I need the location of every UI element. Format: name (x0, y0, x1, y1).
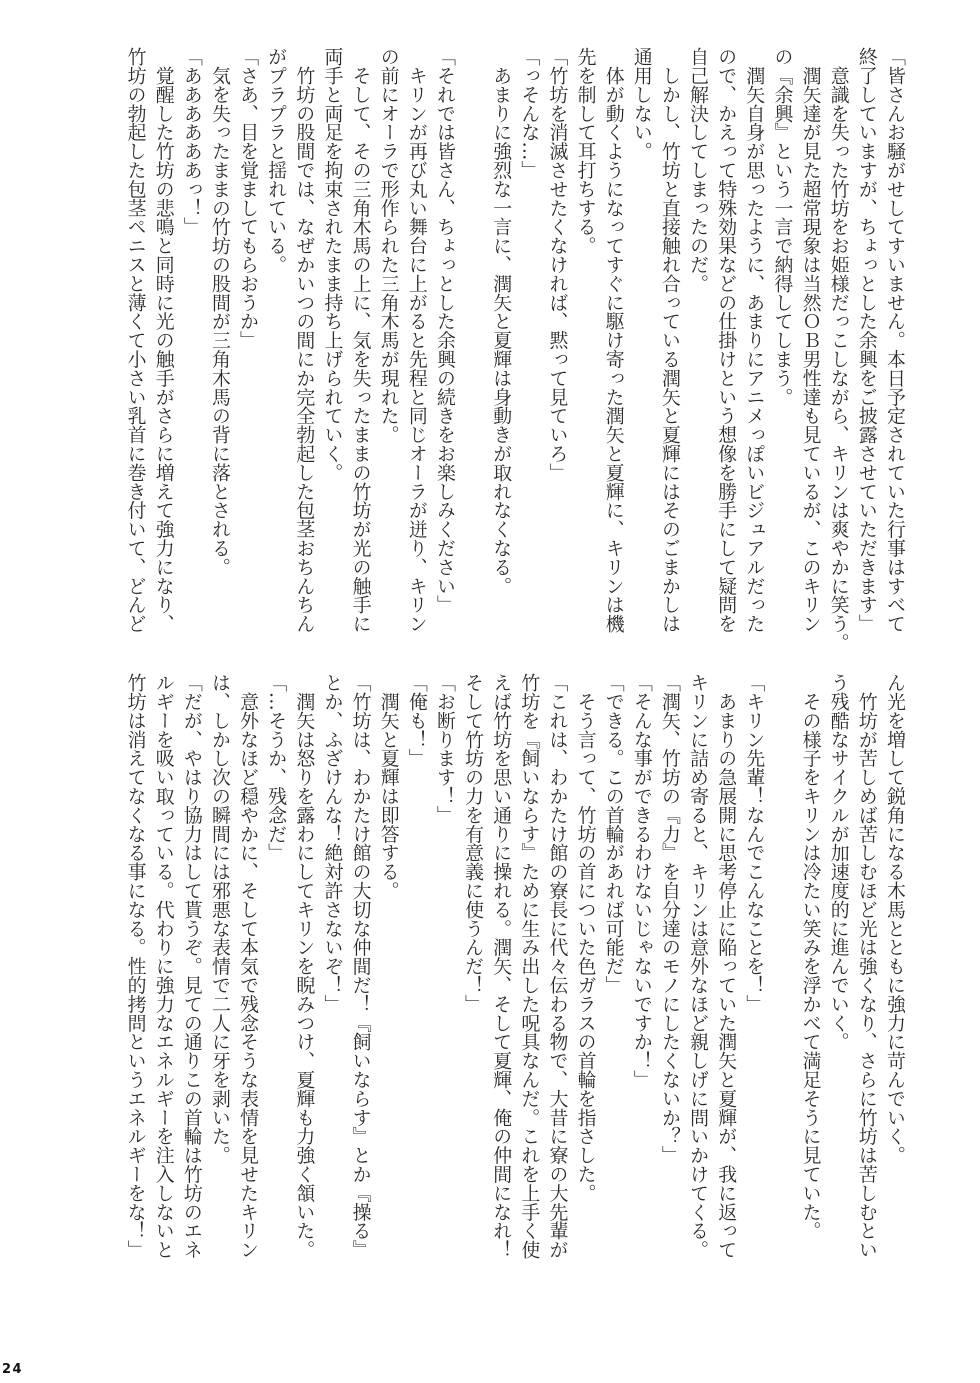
text-column: キリンが再び丸い舞台に上がると先程と同じオーラが迸り、キリン (405, 47, 428, 633)
text-block-top (121, 47, 909, 652)
text-column: ので、かえって特殊効果などの仕掛けという想像を勝手にして疑問を (715, 47, 738, 633)
text-column: あまりに強烈な一言に、潤矢と夏輝は身動きが取れなくなる。 (490, 47, 513, 596)
text-column: そして、その三角木馬の上に、気を失ったままの竹坊が光の触手に (349, 47, 372, 633)
text-column: 自己解決してしまったのだ。 (687, 47, 710, 293)
scene-break (768, 673, 796, 1259)
text-column: 覚醒した竹坊の悲鳴と同時に光の触手がさらに増えて強力になり、 (152, 47, 175, 633)
text-column: 先を制して耳打ちする。 (574, 47, 597, 255)
text-column: の前にオーラで形作られた三角木馬が現れた。 (377, 47, 400, 444)
text-column: 「だが、やはり協力はして貰うぞ。見ての通りこの首輪は竹坊のエネ (180, 673, 203, 1259)
text-column: 「これは、わかたけ館の寮長に代々伝わる物で、大昔に寮の大先輩が (546, 673, 569, 1259)
text-column: 気を失ったままの竹坊の股間が三角木馬の背に落とされる。 (209, 47, 231, 577)
text-column: 「お断ります！」 (434, 673, 456, 825)
scene-break (459, 47, 487, 633)
text-column: えば竹坊を思い通りに操れる。潤矢、そして夏輝、俺の仲間になれ！ (490, 673, 513, 1259)
text-column: 潤矢は怒りを露わにしてキリンを睨みつけ、夏輝も力強く頷いた。 (293, 673, 316, 1259)
text-column: は、しかし次の瞬間には邪悪な表情で二人に牙を剥いた。 (209, 673, 231, 1165)
text-column: 「竹坊は、わかたけ館の大切な仲間だ！『飼いならす』とか『操る』 (349, 673, 372, 1259)
text-column: 潤矢達が見た超常現象は当然ＯＢ男性達も見ているが、このキリン (799, 47, 822, 633)
text-column: 体が動くようになってすぐに駆け寄った潤矢と夏輝に、キリンは機 (602, 47, 625, 633)
text-column: しかし、竹坊と直接触れ合っている潤矢と夏輝にはそのごまかしは (659, 47, 681, 633)
text-column: 「俺も！」 (405, 673, 428, 768)
text-column: 「それでは皆さん、ちょっとした余興の続きをお楽しみください」 (434, 47, 456, 614)
text-column: 終了していますが、ちょっとした余興をご披露させていただきます」 (855, 47, 878, 633)
text-block-bottom (121, 673, 909, 1259)
text-column: ルギーを吸い取っている。代わりに強力なエネルギーを注入しないと (152, 673, 175, 1259)
text-column: 「できる。この首輪があれば可能だ」 (602, 673, 625, 995)
text-column: あまりの急展開に思考停止に陥っていた潤矢と夏輝が、我に返って (715, 673, 738, 1259)
text-column: 「さあ、目を覚ましてもらおうか」 (237, 47, 260, 350)
text-column: 意外なほど穏やかに、そして本気で残念そうな表情を見せたキリン (237, 673, 260, 1259)
text-column: がプラプラと揺れている。 (265, 47, 288, 274)
text-column: 通用しない。 (630, 47, 653, 161)
text-column: 「皆さんお騒がせしてすいません。本日予定されていた行事はすべて (884, 47, 906, 633)
text-column: う残酷なサイクルが加速度的に進んでいく。 (827, 673, 850, 1051)
text-column: 「…そうか、残念だ」 (265, 673, 288, 862)
text-column: その様子をキリンは冷たい笑みを浮かべて満足そうに見ていた。 (799, 673, 822, 1240)
text-column: 潤矢と夏輝は即答する。 (377, 673, 400, 900)
text-column: ん光を増して鋭角になる木馬とともに強力に苛んでいく。 (884, 673, 906, 1165)
text-column: の『余興』という一言で納得してしまう。 (771, 47, 794, 407)
text-column: 「竹坊を消滅させたくなければ、黙って見ていろ」 (546, 47, 569, 482)
text-column: 「っそんな…」 (518, 47, 541, 180)
text-column: 竹坊の股間では、なぜかいつの間にか完全勃起した包茎おちんちん (293, 47, 316, 633)
text-column: 竹坊の勃起した包茎ペニスと薄くて小さい乳首に巻き付いて、どんど (124, 47, 147, 633)
text-column: 意識を失った竹坊をお姫様だっこしながら、キリンは爽やかに笑う。 (827, 47, 850, 652)
text-column: 竹坊を『飼いならす』ために生み出した呪具なんだ。これを上手く使 (518, 673, 541, 1259)
text-column: 竹坊が苦しめば苦しむほど光は強くなり、さらに竹坊は苦しむとい (855, 673, 878, 1259)
text-column: 両手と両足を拘束されたまま持ち上げられていく。 (321, 47, 344, 482)
text-column: 潤矢自身が思ったように、あまりにアニメっぽいビジュアルだった (743, 47, 766, 633)
text-column: そして竹坊の力を有意義に使うんだ！」 (462, 673, 485, 1014)
text-column: 「そんな事ができるわけないじゃないですか！」 (630, 673, 653, 1089)
text-column: とか、ふざけんな！絶対許さないぞ！」 (321, 673, 344, 1014)
text-column: 「キリン先輩！なんでこんなことを！」 (743, 673, 766, 1014)
text-column: 竹坊は消えてなくなる事になる。性的拷問というエネルギーをな！」 (124, 673, 147, 1259)
text-column: 「潤矢、竹坊の『力』を自分達のモノにしたくないか？」 (659, 673, 681, 1165)
page-number: 24 (2, 1362, 24, 1377)
text-column: キリンに詰め寄ると、キリンは意外なほど親しげに問いかけてくる。 (687, 673, 710, 1259)
text-column: そう言って、竹坊の首についた色ガラスの首輪を指さした。 (574, 673, 597, 1203)
text-column: 「ああああああっ！」 (180, 47, 203, 236)
